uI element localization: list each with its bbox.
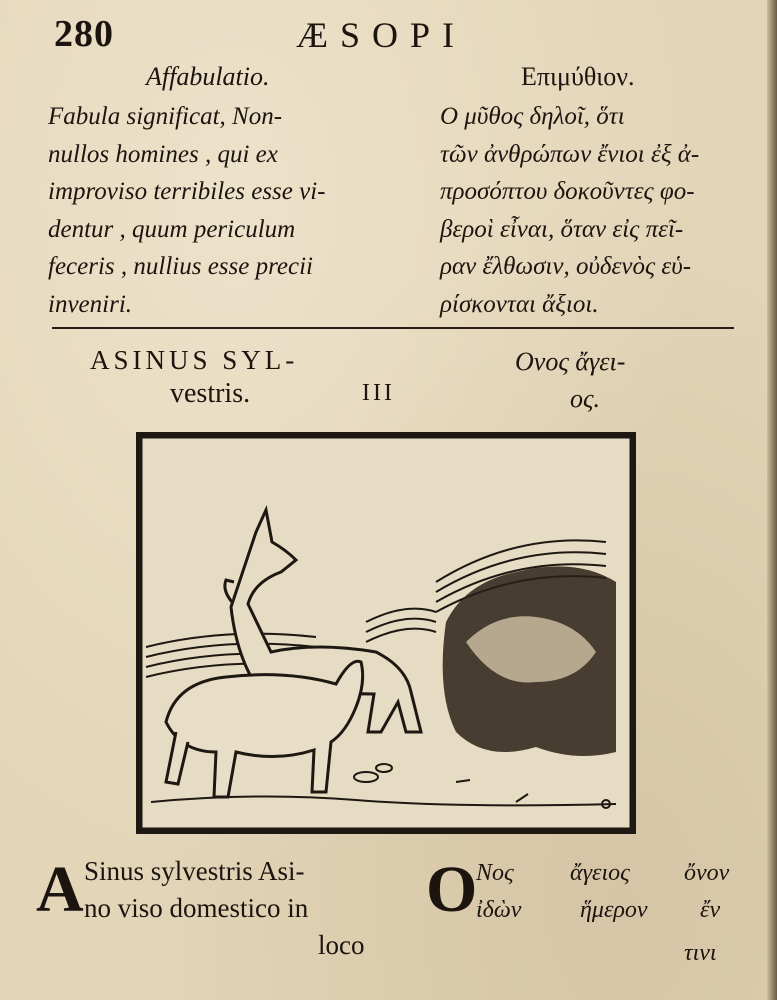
latin-fable-line2: no viso domestico in	[84, 893, 309, 923]
latin-dropcap: A	[36, 853, 84, 926]
page-edge-shadow	[767, 0, 777, 1000]
latin-fable-line1: Sinus sylvestris Asi-	[84, 856, 305, 886]
epimythion-heading: Επιμύθιον.	[521, 62, 635, 91]
greek-fable-word: Νος	[476, 860, 514, 886]
greek-fable-word: ἔν	[700, 897, 721, 923]
greek-fable-word: ἰδὼν	[476, 897, 522, 923]
fable-title-greek-line2: ος.	[570, 384, 601, 413]
fable-title-latin-line2: vestris.	[170, 378, 251, 409]
epimythion-text: Ο μῦθος δηλοῖ, ὅτι τῶν ἀνθρώπων ἔνιοι ἐξ ἀ- προσόπτου δοκοῦντες φο- βεροὶ εἶναι, ὅταν εἰς πεῖ- ραν ἔλθωσιν, οὐδενὸς εὑ- ρίσκονται ἄξιοι.	[440, 103, 700, 318]
affabulatio-heading: Affabulatio.	[146, 62, 270, 91]
greek-fable-word: ὄνον	[684, 860, 730, 886]
greek-fable-word: τινι	[684, 940, 717, 966]
fable-title-greek-line1: Ονος ἄγει-	[515, 347, 626, 376]
greek-dropcap: O	[426, 853, 478, 926]
affabulatio-text: Fabula significat, Non- nullos homines , qui ex improviso terribiles esse vi- dentur , quum periculum feceris , nullius esse precii inveniri.	[48, 103, 326, 318]
greek-fable-word: ἥμερον	[580, 897, 648, 923]
running-head: ÆSOPI	[296, 15, 467, 55]
greek-fable-word: ἄγειος	[570, 860, 630, 886]
woodcut-wild-ass-and-domestic-ass-icon	[136, 432, 636, 834]
fable-title-latin-line1: ASINUS SYL-	[90, 345, 299, 375]
fable-number: III	[362, 380, 395, 406]
section-divider	[52, 327, 734, 329]
latin-fable-line3: loco	[318, 930, 365, 960]
page-number: 280	[54, 13, 114, 55]
